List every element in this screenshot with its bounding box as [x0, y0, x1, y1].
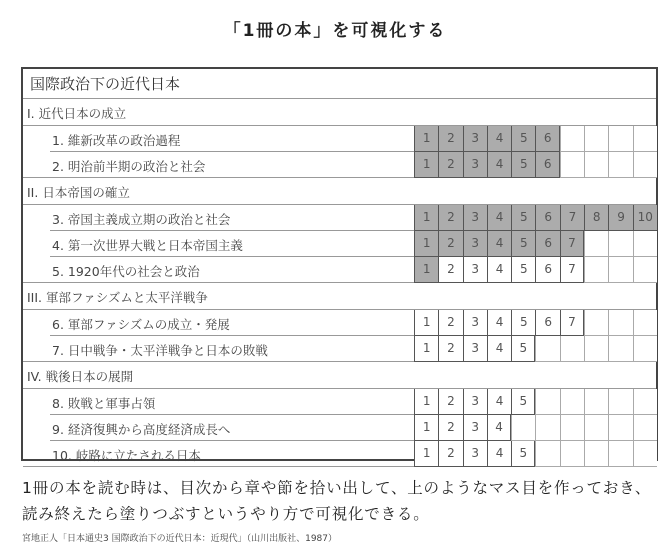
unread-section-cell[interactable]: 4	[487, 415, 511, 441]
chapter-label: 10. 岐路に立たされる日本	[52, 448, 201, 463]
empty-cell[interactable]	[608, 126, 632, 152]
empty-cell[interactable]	[633, 441, 657, 467]
chapter-row	[23, 415, 656, 441]
chapter-row	[23, 257, 656, 283]
empty-cell[interactable]	[535, 336, 559, 362]
unread-section-cell[interactable]: 2	[438, 336, 462, 362]
unread-section-cell[interactable]: 5	[511, 389, 535, 415]
unread-section-cell[interactable]: 6	[535, 310, 559, 336]
unread-section-cell[interactable]: 5	[511, 441, 535, 467]
read-section-cell[interactable]: 1	[414, 205, 438, 231]
reading-progress-table	[21, 67, 658, 461]
empty-cell[interactable]	[633, 231, 657, 257]
empty-cell[interactable]	[584, 152, 608, 178]
empty-cell[interactable]	[584, 441, 608, 467]
read-section-cell[interactable]: 3	[463, 152, 487, 178]
empty-cell[interactable]	[584, 336, 608, 362]
empty-cell[interactable]	[560, 152, 584, 178]
chapter-label: 4. 第一次世界大戦と日本帝国主義	[52, 238, 243, 253]
unread-section-cell[interactable]: 3	[463, 257, 487, 283]
read-section-cell[interactable]: 5	[511, 126, 535, 152]
read-section-cell[interactable]: 9	[608, 205, 632, 231]
read-section-cell[interactable]: 6	[535, 126, 559, 152]
empty-cell[interactable]	[584, 389, 608, 415]
section-label: III. 軍部ファシズムと太平洋戦争	[27, 290, 208, 305]
unread-section-cell[interactable]: 2	[438, 415, 462, 441]
chapter-row	[23, 231, 656, 257]
empty-cell[interactable]	[608, 415, 632, 441]
section-cells	[414, 441, 657, 467]
chapter-label: 8. 敗戦と軍事占領	[52, 396, 156, 411]
empty-cell[interactable]	[560, 441, 584, 467]
chapter-label: 6. 軍部ファシズムの成立・発展	[52, 317, 230, 332]
empty-cell[interactable]	[560, 126, 584, 152]
unread-section-cell[interactable]: 3	[463, 310, 487, 336]
empty-cell[interactable]	[535, 441, 559, 467]
empty-cell[interactable]	[608, 336, 632, 362]
empty-cell[interactable]	[511, 415, 535, 441]
read-section-cell[interactable]: 4	[487, 126, 511, 152]
unread-section-cell[interactable]: 2	[438, 257, 462, 283]
read-section-cell[interactable]: 8	[584, 205, 608, 231]
empty-cell[interactable]	[608, 152, 632, 178]
read-section-cell[interactable]: 1	[414, 231, 438, 257]
chapter-label: 5. 1920年代の社会と政治	[52, 264, 200, 279]
unread-section-cell[interactable]: 1	[414, 389, 438, 415]
read-section-cell[interactable]: 4	[487, 231, 511, 257]
chapter-row	[23, 126, 656, 152]
read-section-cell[interactable]: 2	[438, 205, 462, 231]
section-cells	[414, 389, 657, 415]
section-cells	[414, 310, 657, 336]
chapter-row	[23, 152, 656, 178]
empty-cell[interactable]	[608, 310, 632, 336]
unread-section-cell[interactable]: 3	[463, 415, 487, 441]
read-section-cell[interactable]: 2	[438, 231, 462, 257]
empty-cell[interactable]	[633, 257, 657, 283]
empty-cell[interactable]	[560, 389, 584, 415]
empty-cell[interactable]	[535, 415, 559, 441]
read-section-cell[interactable]: 3	[463, 126, 487, 152]
section-cells	[414, 126, 657, 152]
unread-section-cell[interactable]: 7	[560, 310, 584, 336]
section-label: II. 日本帝国の確立	[27, 185, 130, 200]
read-section-cell[interactable]: 6	[535, 152, 559, 178]
section-cells	[414, 257, 657, 283]
section-cells	[414, 415, 657, 441]
empty-cell[interactable]	[584, 231, 608, 257]
unread-section-cell[interactable]: 1	[414, 441, 438, 467]
unread-section-cell[interactable]: 3	[463, 441, 487, 467]
chapter-row	[23, 310, 656, 336]
read-section-cell[interactable]: 3	[463, 231, 487, 257]
unread-section-cell[interactable]: 1	[414, 415, 438, 441]
read-section-cell[interactable]: 4	[487, 152, 511, 178]
unread-section-cell[interactable]: 1	[414, 310, 438, 336]
empty-cell[interactable]	[584, 257, 608, 283]
empty-cell[interactable]	[633, 336, 657, 362]
empty-cell[interactable]	[584, 126, 608, 152]
unread-section-cell[interactable]: 2	[438, 389, 462, 415]
chapter-label: 9. 経済復興から高度経済成長へ	[52, 422, 231, 437]
section-cells	[414, 231, 657, 257]
unread-section-cell[interactable]: 4	[487, 310, 511, 336]
description-text: 1冊の本を読む時は、目次から章や節を拾い出して、上のようなマス目を作っておき、読み終えたら塗りつぶすというやり方で可視化できる。	[22, 479, 652, 523]
book-title: 国際政治下の近代日本	[30, 75, 181, 93]
read-section-cell[interactable]: 2	[438, 152, 462, 178]
empty-cell[interactable]	[633, 415, 657, 441]
read-section-cell[interactable]: 6	[535, 231, 559, 257]
unread-section-cell[interactable]: 3	[463, 389, 487, 415]
read-section-cell[interactable]: 3	[463, 205, 487, 231]
read-section-cell[interactable]: 1	[414, 257, 438, 283]
empty-cell[interactable]	[608, 257, 632, 283]
empty-cell[interactable]	[584, 415, 608, 441]
unread-section-cell[interactable]: 2	[438, 310, 462, 336]
chapter-label: 2. 明治前半期の政治と社会	[52, 159, 206, 174]
chapter-label: 1. 維新改革の政治過程	[52, 133, 181, 148]
read-section-cell[interactable]: 7	[560, 205, 584, 231]
section-cells	[414, 205, 657, 231]
unread-section-cell[interactable]: 5	[511, 336, 535, 362]
empty-cell[interactable]	[535, 389, 559, 415]
empty-cell[interactable]	[560, 336, 584, 362]
unread-section-cell[interactable]: 5	[511, 310, 535, 336]
section-cells	[414, 336, 657, 362]
source-citation: 宮地正人「日本通史3 国際政治下の近代日本：近現代」（山川出版社、1987）	[22, 534, 337, 544]
unread-section-cell[interactable]: 4	[487, 336, 511, 362]
empty-cell[interactable]	[560, 415, 584, 441]
chapter-row	[23, 441, 656, 467]
section-row	[23, 99, 656, 126]
unread-section-cell[interactable]: 4	[487, 441, 511, 467]
empty-cell[interactable]	[633, 152, 657, 178]
chapter-label: 3. 帝国主義成立期の政治と社会	[52, 212, 231, 227]
empty-cell[interactable]	[633, 126, 657, 152]
unread-section-cell[interactable]: 6	[535, 257, 559, 283]
chapter-row	[23, 389, 656, 415]
empty-cell[interactable]	[608, 389, 632, 415]
unread-section-cell[interactable]: 1	[414, 336, 438, 362]
read-section-cell[interactable]: 1	[414, 152, 438, 178]
section-row	[23, 178, 656, 205]
unread-section-cell[interactable]: 3	[463, 336, 487, 362]
read-section-cell[interactable]: 10	[633, 205, 657, 231]
read-section-cell[interactable]: 4	[487, 205, 511, 231]
unread-section-cell[interactable]: 7	[560, 257, 584, 283]
section-label: I. 近代日本の成立	[27, 106, 127, 121]
chapter-label: 7. 日中戦争・太平洋戦争と日本の敗戦	[52, 343, 268, 358]
read-section-cell[interactable]: 5	[511, 205, 535, 231]
read-section-cell[interactable]: 1	[414, 126, 438, 152]
read-section-cell[interactable]: 5	[511, 152, 535, 178]
empty-cell[interactable]	[608, 231, 632, 257]
empty-cell[interactable]	[584, 310, 608, 336]
empty-cell[interactable]	[633, 389, 657, 415]
page-title: 「1冊の本」を可視化する	[223, 21, 447, 41]
read-section-cell[interactable]: 2	[438, 126, 462, 152]
section-cells	[414, 152, 657, 178]
section-row	[23, 283, 656, 310]
unread-section-cell[interactable]: 4	[487, 257, 511, 283]
table-header-row	[23, 69, 656, 99]
read-section-cell[interactable]: 6	[535, 205, 559, 231]
unread-section-cell[interactable]: 4	[487, 389, 511, 415]
empty-cell[interactable]	[608, 441, 632, 467]
section-label: IV. 戦後日本の展開	[27, 369, 134, 384]
unread-section-cell[interactable]: 2	[438, 441, 462, 467]
section-row	[23, 362, 656, 389]
read-section-cell[interactable]: 5	[511, 231, 535, 257]
chapter-row	[23, 205, 656, 231]
unread-section-cell[interactable]: 5	[511, 257, 535, 283]
empty-cell[interactable]	[633, 310, 657, 336]
chapter-row	[23, 336, 656, 362]
read-section-cell[interactable]: 7	[560, 231, 584, 257]
